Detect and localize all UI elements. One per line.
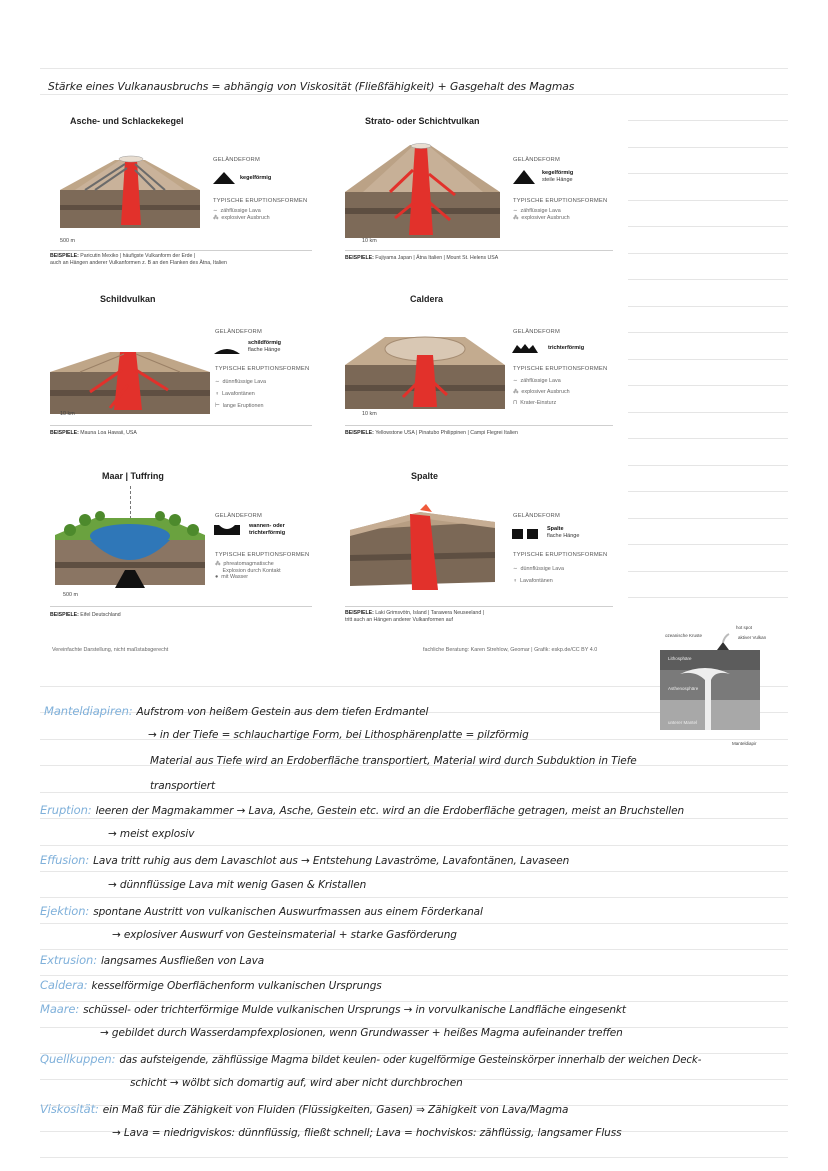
plume-label: ozeanische Kruste <box>665 633 703 638</box>
footer-note: Vereinfachte Darstellung, nicht maßstabsgerecht <box>52 647 169 653</box>
panel-title-maar: Maar | Tuffring <box>102 471 164 481</box>
form-label: kegelförmig <box>240 175 272 181</box>
ruled-line <box>40 897 788 898</box>
ruled-line <box>628 200 788 201</box>
examples-text: BEISPIELE: Paricutin Mexiko | häufigste Vulkanform der Erde | auch an Hängen anderer Vulkanformen z. B an den Flanken des Ätna, Italien <box>50 253 227 266</box>
note-line: Eruption: leeren der Magmakammer → Lava, Asche, Gestein etc. wird an die Erdoberfläche getragen, meist an Bruchstellen <box>40 803 685 817</box>
ruled-line <box>628 412 788 413</box>
note-line: → explosiver Auswurf von Gesteinsmaterial + starke Gasförderung <box>112 929 457 941</box>
panel-title-strato: Strato- oder Schichtvulkan <box>365 116 480 126</box>
ruled-line <box>40 818 788 819</box>
shield-volcano-illustration <box>50 330 210 420</box>
shield-shape-icon <box>214 344 240 354</box>
note-line: Material aus Tiefe wird an Erdoberfläche transportiert, Material wird durch Subduktion in Tiefe <box>150 755 637 767</box>
caldera-illustration <box>345 325 505 415</box>
scale-label: 500 m <box>60 238 75 244</box>
ruled-line <box>628 173 788 174</box>
ruled-line <box>40 792 788 793</box>
label-gelaendeform: GELÄNDEFORM <box>215 513 262 519</box>
explosion-icon: ⁂ <box>213 214 219 221</box>
note-line: schicht → wölbt sich domartig auf, wird aber nicht durchbrochen <box>130 1077 463 1089</box>
footer-credit: fachliche Beratung: Karen Strehlow, Geomar | Grafik: eskp.de/CC BY 4.0 <box>423 647 598 653</box>
note-line: → meist explosiv <box>108 828 195 840</box>
ruled-line <box>628 438 788 439</box>
plume-label: hot spot <box>736 625 753 630</box>
ruled-line <box>628 279 788 280</box>
form-label: wannen- oder trichterförmig <box>249 523 286 536</box>
ruled-line <box>628 306 788 307</box>
scale-label: 10 km <box>362 411 377 417</box>
cone-shape-icon <box>213 172 235 184</box>
explosion-icon: ⁂ <box>513 214 519 221</box>
ruled-line <box>628 571 788 572</box>
ruled-line <box>628 518 788 519</box>
ruled-line <box>628 120 788 121</box>
ruled-line <box>628 544 788 545</box>
duration-icon: ⊢ <box>215 403 220 409</box>
label-eruptionsformen: TYPISCHE ERUPTIONSFORMEN <box>513 552 608 558</box>
eruption-list: ∼ dünnflüssige Lava ♆ Lavafontänen ⊢ lange Eruptionen <box>215 379 266 409</box>
label-gelaendeform: GELÄNDEFORM <box>213 157 260 163</box>
examples-text: BEISPIELE: Yellowstone USA | Pinatubo Philippinen | Campi Flegrei Italien <box>345 430 518 436</box>
steam-icon: ⁂ <box>215 561 221 567</box>
ruled-line <box>628 491 788 492</box>
label-eruptionsformen: TYPISCHE ERUPTIONSFORMEN <box>513 198 608 204</box>
plume-label: unterer Mantel <box>668 720 698 725</box>
ruled-line <box>628 226 788 227</box>
fissure-shape-icon <box>512 529 538 539</box>
examples-text: BEISPIELE: Mauna Loa Hawaii, USA <box>50 430 137 436</box>
divider <box>345 606 613 607</box>
plume-label: Lithosphäre <box>668 656 692 661</box>
eruption-list: ∼ dünnflüssige Lava ♆ Lavafontänen <box>513 566 564 584</box>
label-gelaendeform: GELÄNDEFORM <box>513 329 560 335</box>
eruption-list: ⁂ phreatomagmatische Explosion durch Kontakt ● mit Wasser <box>215 561 281 580</box>
lava-flow-icon: ∼ <box>513 378 518 384</box>
note-line: → gebildet durch Wasserdampfexplosionen, wenn Grundwasser + heißes Magma aufeinander treffen <box>100 1027 623 1039</box>
label-gelaendeform: GELÄNDEFORM <box>215 329 262 335</box>
ruled-line <box>40 1157 788 1158</box>
ruled-line <box>40 68 788 69</box>
note-line: → Lava = niedrigviskos: dünnflüssig, fließt schnell; Lava = hochviskos: zähflüssig, langsamer Fluss <box>112 1127 622 1139</box>
lava-flow-icon: ∼ <box>513 566 518 572</box>
note-line: transportiert <box>150 780 216 792</box>
form-label: kegelförmig steile Hänge <box>542 170 574 183</box>
explosion-icon: ⁂ <box>513 389 519 395</box>
ruled-line <box>40 949 788 950</box>
ruled-line <box>628 465 788 466</box>
divider <box>50 606 312 607</box>
form-label: trichterförmig <box>548 345 585 351</box>
note-line: Maare: schüssel- oder trichterförmige Mulde vulkanischen Ursprungs → in vorvulkanische Landfläche eingesenkt <box>40 1002 626 1016</box>
water-drop-icon: ● <box>215 574 219 580</box>
basin-shape-icon <box>214 525 240 535</box>
label-eruptionsformen: TYPISCHE ERUPTIONSFORMEN <box>513 366 608 372</box>
maar-illustration <box>55 500 205 595</box>
label-eruptionsformen: TYPISCHE ERUPTIONSFORMEN <box>215 366 310 372</box>
ruled-line <box>628 597 788 598</box>
panel-title-spalte: Spalte <box>411 471 439 481</box>
scale-label: 10 km <box>60 411 75 417</box>
label-gelaendeform: GELÄNDEFORM <box>513 157 560 163</box>
ruled-line <box>40 871 788 872</box>
note-line: Viskosität: ein Maß für die Zähigkeit von Fluiden (Flüssigkeiten, Gasen) ⇒ Zähigkeit von Lava/Magma <box>40 1102 569 1116</box>
eruption-list: ∼ zähflüssige Lava ⁂ explosiver Ausbruch <box>213 208 270 221</box>
eruption-list: ∼ zähflüssige Lava ⁂ explosiver Ausbruch ⊓ Krater-Einsturz <box>513 378 570 406</box>
ruled-line <box>40 923 788 924</box>
label-eruptionsformen: TYPISCHE ERUPTIONSFORMEN <box>213 198 308 204</box>
lava-flow-icon: ∼ <box>513 208 518 214</box>
cinder-cone-illustration <box>55 150 205 240</box>
divider <box>345 250 613 251</box>
divider <box>50 250 312 251</box>
panel-title-caldera: Caldera <box>410 294 444 304</box>
fissure-illustration <box>350 500 500 595</box>
ruled-line <box>628 385 788 386</box>
collapse-icon: ⊓ <box>513 400 518 406</box>
panel-title-schild: Schildvulkan <box>100 294 156 304</box>
label-gelaendeform: GELÄNDEFORM <box>513 513 560 519</box>
plume-label: aktiver Vulkan <box>738 635 767 640</box>
note-line: Manteldiapiren: Aufstrom von heißem Gestein aus dem tiefen Erdmantel <box>44 704 429 718</box>
note-line: → in der Tiefe = schlauchartige Form, bei Lithosphärenplatte = pilzförmig <box>148 729 529 741</box>
ruled-line <box>628 332 788 333</box>
note-line: Effusion: Lava tritt ruhig aus dem Lavaschlot aus → Entstehung Lavaströme, Lavafontänen, Lavaseen <box>40 853 570 867</box>
scale-label: 500 m <box>63 592 78 598</box>
form-label: Spalte flache Hänge <box>547 526 580 539</box>
note-line: Ejektion: spontane Austritt von vulkanischen Auswurfmassen aus einem Förderkanal <box>40 904 483 918</box>
panel-title-asche: Asche- und Schlackekegel <box>70 116 184 126</box>
funnel-shape-icon <box>512 343 538 353</box>
ruled-line <box>628 147 788 148</box>
lava-flow-icon: ∼ <box>215 379 220 385</box>
lava-flow-icon: ∼ <box>213 208 218 214</box>
ruled-line <box>40 975 788 976</box>
note-line: Quellkuppen: das aufsteigende, zähflüssige Magma bildet keulen- oder kugelförmige Gesteinskörper innerhalb der weichen Deck- <box>40 1052 702 1066</box>
label-eruptionsformen: TYPISCHE ERUPTIONSFORMEN <box>215 552 310 558</box>
note-line: Caldera: kesselförmige Oberflächenform vulkanischen Ursprungs <box>40 978 382 992</box>
fountain-icon: ♆ <box>513 578 518 584</box>
stratovolcano-illustration <box>345 140 500 240</box>
examples-text: BEISPIELE: Eifel Deutschland <box>50 612 121 618</box>
page-title: Stärke eines Vulkanausbruchs = abhängig von Viskosität (Fließfähigkeit) + Gasgehalt des Magmas <box>48 80 575 93</box>
examples-text: BEISPIELE: Laki Grimsvötn, Island | Tarawera Neuseeland | tritt auch an Hängen anderer Vulkanformen auf <box>345 610 484 623</box>
eruption-list: ∼ zähflüssige Lava ⁂ explosiver Ausbruch <box>513 208 570 221</box>
ruled-line <box>40 845 788 846</box>
note-line: → dünnflüssige Lava mit wenig Gasen & Kristallen <box>108 879 367 891</box>
form-label: schildförmig flache Hänge <box>248 340 282 353</box>
ruled-line <box>628 253 788 254</box>
steep-cone-icon <box>513 170 535 184</box>
note-line: Extrusion: langsames Ausfließen von Lava <box>40 953 265 967</box>
plume-label: Asthenosphäre <box>668 686 699 691</box>
plume-label: Manteldiapir <box>732 741 757 746</box>
divider <box>50 425 312 426</box>
fountain-icon: ♆ <box>215 391 220 397</box>
ruled-line <box>40 94 788 95</box>
scale-label: 10 km <box>362 238 377 244</box>
examples-text: BEISPIELE: Fujiyama Japan | Ätna Italien | Mount St. Helens USA <box>345 255 499 261</box>
ruled-line <box>628 359 788 360</box>
divider <box>345 425 613 426</box>
